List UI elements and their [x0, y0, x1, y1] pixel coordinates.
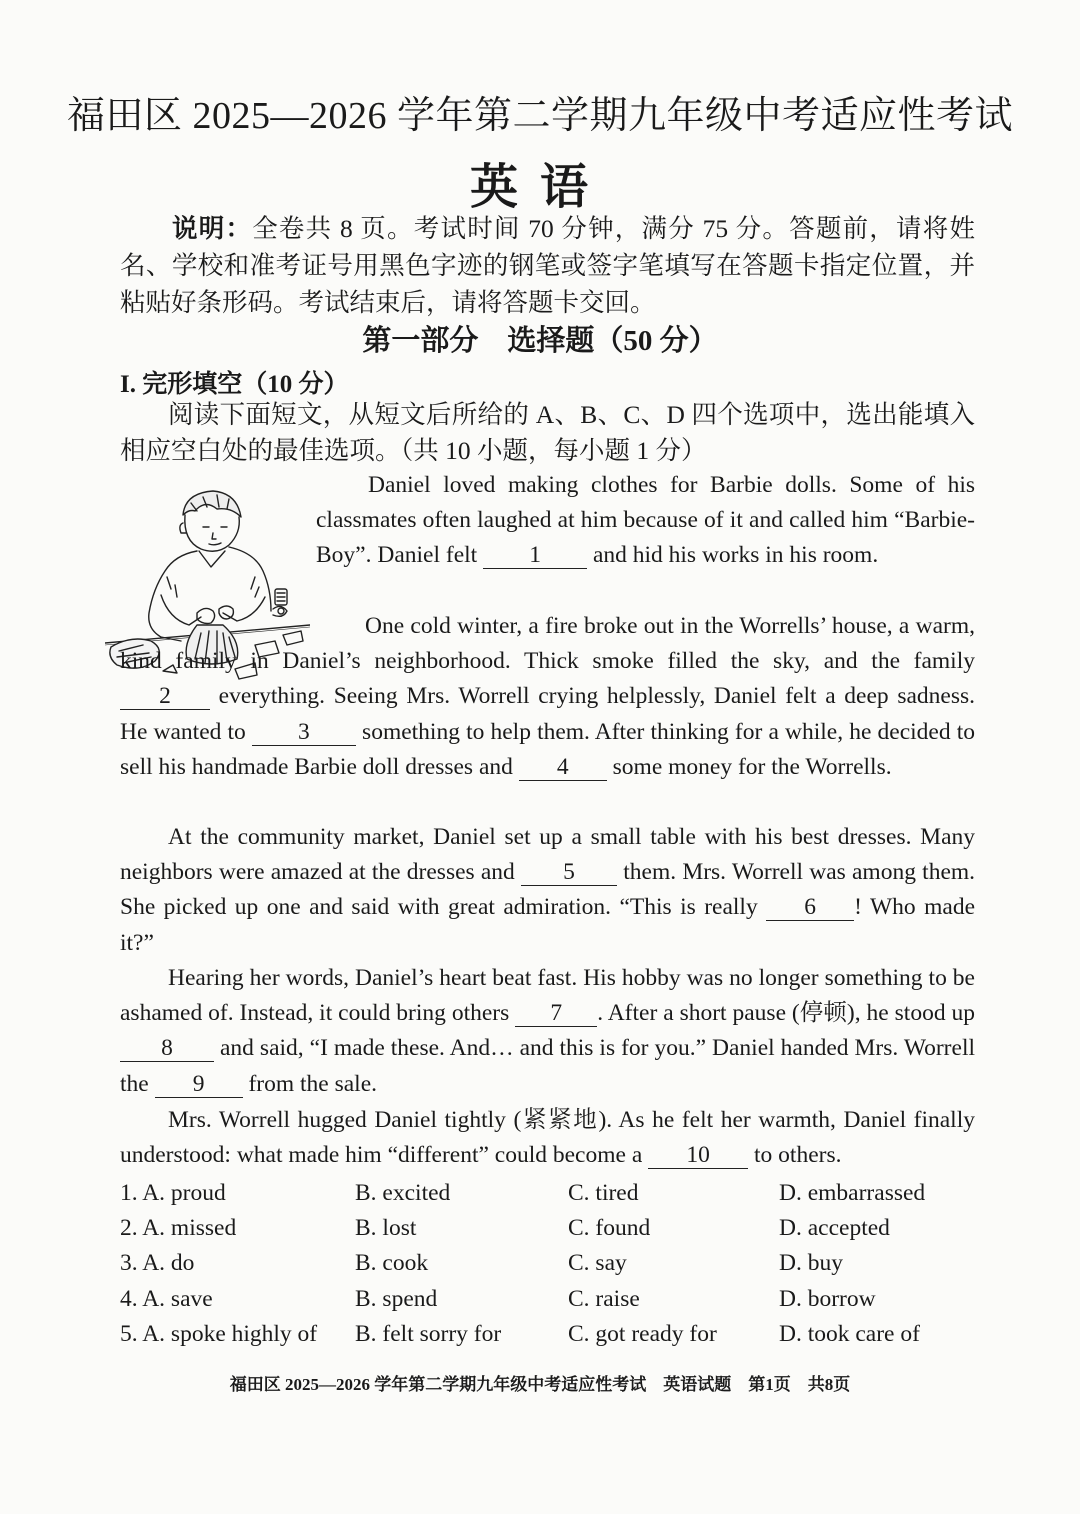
answer-blank-1[interactable]: 1 [483, 542, 587, 569]
option-a[interactable]: 4. A. save [120, 1285, 213, 1312]
section-title: I. 完形填空（10 分） [120, 371, 349, 398]
answer-blank-4[interactable]: 4 [519, 754, 607, 781]
option-a[interactable]: 3. A. do [120, 1250, 195, 1277]
option-row-5 [120, 1317, 1000, 1352]
option-row-2 [120, 1211, 1000, 1246]
passage-text: At the community market, Daniel set up a small table with his best dresses. Many neighbors were amazed at the dresses and [120, 824, 975, 886]
option-d[interactable]: D. borrow [779, 1285, 876, 1312]
option-a[interactable]: 2. A. missed [120, 1215, 237, 1242]
notes-label: 说明： [172, 214, 253, 243]
option-a[interactable]: 1. A. proud [120, 1180, 226, 1206]
subject-title: 英语 [469, 161, 610, 214]
option-row-3 [120, 1246, 1000, 1281]
option-d[interactable]: D. accepted [779, 1215, 890, 1242]
options-list [120, 1176, 1000, 1352]
passage-text: everything. Seeing Mrs. Worrell crying helplessly, Daniel felt a deep sadness. He wanted to [120, 683, 976, 745]
passage-text: and said, “I made these. And… and this is for you.” Daniel handed Mrs. Worrell the [120, 1035, 976, 1097]
passage-text: One cold winter, a fire broke out in the Worrells’ house, a warm, kind family in Daniel’s neighborhood. Thick smoke filled the sky, and the family [120, 613, 975, 675]
passage-paragraph-3 [120, 820, 975, 961]
option-c[interactable]: C. raise [568, 1285, 640, 1312]
option-row-1 [120, 1176, 1000, 1211]
option-b[interactable]: B. excited [355, 1180, 451, 1206]
answer-blank-9[interactable]: 9 [155, 1071, 243, 1098]
answer-blank-3[interactable]: 3 [252, 719, 356, 746]
option-d[interactable]: D. buy [779, 1250, 843, 1277]
passage-paragraph-1 [316, 468, 975, 574]
passage-text: Hearing her words, Daniel’s heart beat fast. His hobby was no longer something to be ashamed of. Instead, it could bring others [120, 965, 975, 1027]
section-instructions: 阅读下面短文，从短文后所给的 A、B、C、D 四个选项中，选出能填入相应空白处的最佳选项。（共 10 小题，每小题 1 分） [120, 400, 975, 465]
option-b[interactable]: B. felt sorry for [355, 1320, 502, 1347]
passage-text: them. Mrs. Worrell was among them. She picked up one and said with great admiration. “This is really [120, 859, 976, 921]
answer-blank-5[interactable]: 5 [521, 859, 617, 886]
option-b[interactable]: B. spend [355, 1285, 438, 1312]
option-c[interactable]: C. tired [568, 1180, 639, 1206]
passage-text: Daniel loved making clothes for Barbie dolls. Some of his classmates often laughed at him because of it and called him “Barbie-Boy”. Daniel felt [316, 472, 975, 569]
option-c[interactable]: C. got ready for [568, 1320, 717, 1347]
answer-blank-2[interactable]: 2 [120, 683, 210, 710]
answer-blank-10[interactable]: 10 [648, 1142, 748, 1169]
option-c[interactable]: C. say [568, 1250, 627, 1277]
passage-text: from the sale. [248, 1070, 378, 1097]
passage-text: to others. [754, 1142, 842, 1169]
option-a[interactable]: 5. A. spoke highly of [120, 1320, 318, 1347]
passage-paragraph-4 [120, 961, 975, 1102]
answer-blank-6[interactable]: 6 [766, 894, 854, 921]
page-footer: 福田区 2025—2026 学年第二学期九年级中考适应性考试 英语试题 第1页 共8页 [229, 1375, 851, 1394]
passage-text: and hid his works in his room. [592, 542, 879, 569]
passage-paragraph-2 [120, 609, 975, 785]
answer-blank-7[interactable]: 7 [515, 1000, 597, 1027]
option-row-4 [120, 1282, 1000, 1317]
notes-text: 全卷共 8 页。考试时间 70 分钟，满分 75 分。答题前，请将姓名、学校和准考证号用黑色字迹的钢笔或签字笔填写在答题卡指定位置，并粘贴好条形码。考试结束后，请将答题卡交回。 [120, 214, 975, 317]
passage-paragraph-5 [120, 1103, 975, 1173]
passage-text: Mrs. Worrell hugged Daniel tightly (紧紧地). As he felt her warmth, Daniel finally understood: what made him “different” could become a [120, 1107, 975, 1169]
passage-text: some money for the Worrells. [612, 753, 892, 780]
option-c[interactable]: C. found [568, 1215, 651, 1242]
passage-text: something to help them. After thinking for a while, he decided to sell his handmade Barbie doll dresses and [120, 718, 975, 780]
exam-title: 福田区 2025—2026 学年第二学期九年级中考适应性考试 [66, 95, 1013, 137]
option-b[interactable]: B. cook [355, 1250, 429, 1277]
option-d[interactable]: D. took care of [779, 1320, 920, 1347]
option-d[interactable]: D. embarrassed [779, 1180, 926, 1206]
passage-text: ! Who made it?” [120, 894, 976, 956]
option-b[interactable]: B. lost [355, 1215, 417, 1242]
answer-blank-8[interactable]: 8 [120, 1035, 214, 1062]
passage-text: . After a short pause (停顿), he stood up [597, 1000, 975, 1027]
part-title: 第一部分 选择题（50 分） [362, 325, 718, 357]
exam-notes [120, 210, 975, 321]
